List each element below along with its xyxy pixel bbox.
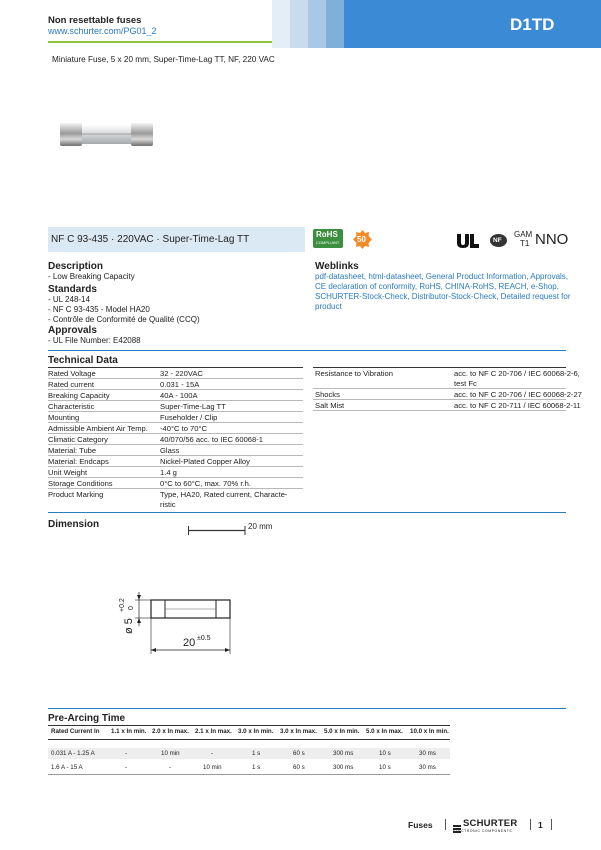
table-row: Characteristic Super-Time-Lag TT bbox=[48, 401, 303, 412]
footer-section-label: Fuses bbox=[408, 820, 433, 830]
rohs-compliant-text: COMPLIANT bbox=[316, 240, 340, 245]
table-header-row: Rated Current In 1.1 x In min. 2.0 x In max. 2.1 x In max. 3.0 x In min. 3.0 x In max. 5.0 x In min. 5.0 x In max. 10.0 x In min. bbox=[51, 728, 449, 735]
footer-divider bbox=[445, 819, 446, 830]
diameter-label: ø 5 bbox=[123, 618, 135, 634]
approvals-heading: Approvals bbox=[48, 325, 97, 336]
scale-bar-label: 20 mm bbox=[248, 522, 273, 531]
nf-mark-text: NF bbox=[493, 237, 502, 244]
header-category: Non resettable fuses bbox=[48, 15, 142, 26]
weblinks-line[interactable]: product bbox=[315, 302, 342, 311]
standards-item: - NF C 93-435 - Model HA20 bbox=[48, 305, 150, 314]
footer-brand-sub: ELECTRONIC COMPONENTS bbox=[453, 829, 513, 833]
table-row: Shocks acc. to NF C 20-706 / IEC 60068-2-27 bbox=[315, 390, 582, 399]
fuse-dimension-drawing bbox=[130, 588, 250, 663]
weblinks-line[interactable]: CE declaration of conformity, RoHS, CHINA-RoHS, REACH, e-Shop, bbox=[315, 282, 559, 291]
table-row: Product Marking Type, HA20, Rated current, Characte- ristic bbox=[48, 490, 288, 509]
section-divider bbox=[48, 350, 566, 351]
nf-mark-icon bbox=[490, 234, 507, 247]
table-row: Material: Endcaps Nickel-Plated Copper Alloy bbox=[48, 456, 303, 467]
table-row: Rated Voltage 32 - 220VAC bbox=[48, 368, 303, 379]
fifty-years-text: 50 bbox=[357, 235, 366, 244]
schurter-logo-icon bbox=[453, 820, 461, 828]
gam-t1-text: T1 bbox=[520, 239, 530, 248]
weblinks-line[interactable]: pdf-datasheet, html-datasheet, General Product Information, Approvals, bbox=[315, 272, 569, 281]
table-row: Resistance to Vibration acc. to NF C 20-706 / IEC 60068-2-6, test Fc bbox=[315, 369, 580, 388]
standards-heading: Standards bbox=[48, 284, 97, 295]
description-item: - Low Breaking Capacity bbox=[48, 272, 135, 281]
product-subtitle: Miniature Fuse, 5 x 20 mm, Super-Time-Lag TT, NF, 220 VAC bbox=[52, 55, 275, 64]
fifty-years-badge bbox=[353, 230, 372, 249]
table-row: Unit Weight 1.4 g bbox=[48, 467, 303, 478]
fuse-photo bbox=[60, 121, 153, 148]
table-row: Rated current 0.031 - 15A bbox=[48, 379, 303, 390]
footer-page-number: 1 bbox=[538, 820, 543, 830]
gam-mark-text: GAM bbox=[514, 230, 533, 239]
approvals-item: - UL File Number: E42088 bbox=[48, 336, 141, 345]
standards-item: - Contrôle de Conformité de Qualité (CCQ) bbox=[48, 315, 200, 324]
section-divider bbox=[48, 708, 566, 709]
footer-brand: SCHURTER bbox=[463, 818, 518, 829]
table-row: Breaking Capacity 40A - 100A bbox=[48, 390, 303, 401]
rohs-badge bbox=[313, 229, 343, 248]
diameter-label-group bbox=[118, 582, 142, 634]
standards-item: - UL 248-14 bbox=[48, 295, 90, 304]
header-url[interactable]: www.schurter.com/PG01_2 bbox=[48, 26, 157, 36]
weblinks-heading: Weblinks bbox=[315, 261, 359, 272]
technical-data-heading: Technical Data bbox=[48, 355, 118, 366]
description-heading: Description bbox=[48, 261, 104, 272]
scale-bar bbox=[188, 522, 248, 531]
length-label: 20 bbox=[183, 637, 196, 649]
dimension-heading: Dimension bbox=[48, 519, 100, 530]
table-row: Storage Conditions 0°C to 60°C, max. 70% r.h. bbox=[48, 478, 303, 489]
weblinks-line[interactable]: SCHURTER-Stock-Check, Distributor-Stock-Check, Detailed request for bbox=[315, 292, 571, 301]
product-code: D1TD bbox=[510, 15, 555, 34]
nno-mark-text: NNO bbox=[535, 231, 569, 248]
rohs-text: RoHS bbox=[316, 230, 338, 239]
spec-banner-text: NF C 93-435 · 220VAC · Super-Time-Lag TT bbox=[51, 234, 250, 245]
diameter-tol-bottom: 0 bbox=[128, 606, 135, 610]
diameter-tol-top: +0.2 bbox=[119, 598, 126, 612]
footer-divider bbox=[530, 819, 531, 830]
spec-banner bbox=[48, 227, 305, 252]
table-row: Admissible Ambient Air Temp. -40°C to 70°C bbox=[48, 423, 303, 434]
ul-mark-icon bbox=[455, 232, 481, 249]
pre-arcing-bottom-rule bbox=[48, 774, 450, 775]
length-tolerance: ±0.5 bbox=[197, 635, 211, 642]
table-row: 1.6 A - 15 A - - 10 min 1 s 60 s 300 ms 10 s 30 ms bbox=[51, 764, 436, 771]
footer-divider bbox=[551, 819, 552, 830]
pre-arcing-heading: Pre-Arcing Time bbox=[48, 713, 126, 724]
table-row: Mounting Fuseholder / Clip bbox=[48, 412, 303, 423]
pre-arcing-header-rule bbox=[48, 739, 450, 740]
table-row: Material: Tube Glass bbox=[48, 445, 303, 456]
green-rule bbox=[48, 41, 278, 43]
table-row: 0.031 A - 1.25 A - 10 min - 1 s 60 s 300 ms 10 s 30 ms bbox=[48, 748, 450, 759]
section-divider bbox=[48, 512, 566, 513]
table-row: Salt Mist acc. to NF C 20-711 / IEC 60068-2-11 bbox=[315, 401, 581, 410]
table-row: Climatic Category 40/070/56 acc. to IEC 60068-1 bbox=[48, 434, 303, 445]
